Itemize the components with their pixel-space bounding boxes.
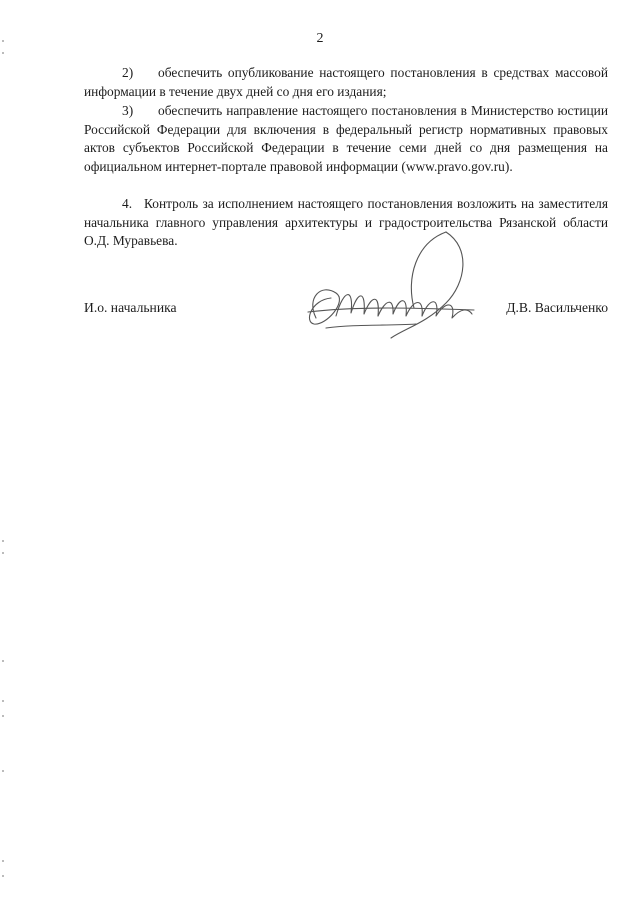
item-text: Контроль за исполнением настоящего постановления возложить на заместителя начальника главного управления архитектуры и градостроительства Рязанской области О.Д. Муравьева.	[84, 196, 608, 248]
item-number: 4.	[122, 196, 133, 211]
signatory-title: И.о. начальника	[84, 300, 177, 315]
list-item-2	[84, 64, 608, 101]
list-item-3	[84, 102, 608, 176]
signatory-name: Д.В. Васильченко	[506, 300, 608, 315]
item-number: 2)	[122, 65, 134, 80]
item-text: обеспечить опубликование настоящего постановления в средствах массовой информации в течение двух дней со дня его издания;	[84, 65, 608, 99]
scan-margin-marks	[2, 0, 6, 905]
handwritten-signature	[296, 228, 486, 348]
item-text: обеспечить направление настоящего постановления в Министерство юстиции Российской Федерации для включения в федеральный регистр нормативных правовых актов субъектов Российской Федерации в течение семи дней со дня размещения на официальном интернет-портале правовой информации (www.pravo.gov.ru).	[84, 103, 608, 174]
item-number: 3)	[122, 103, 134, 118]
signature-block	[84, 300, 608, 320]
page-number: 2	[316, 31, 324, 46]
